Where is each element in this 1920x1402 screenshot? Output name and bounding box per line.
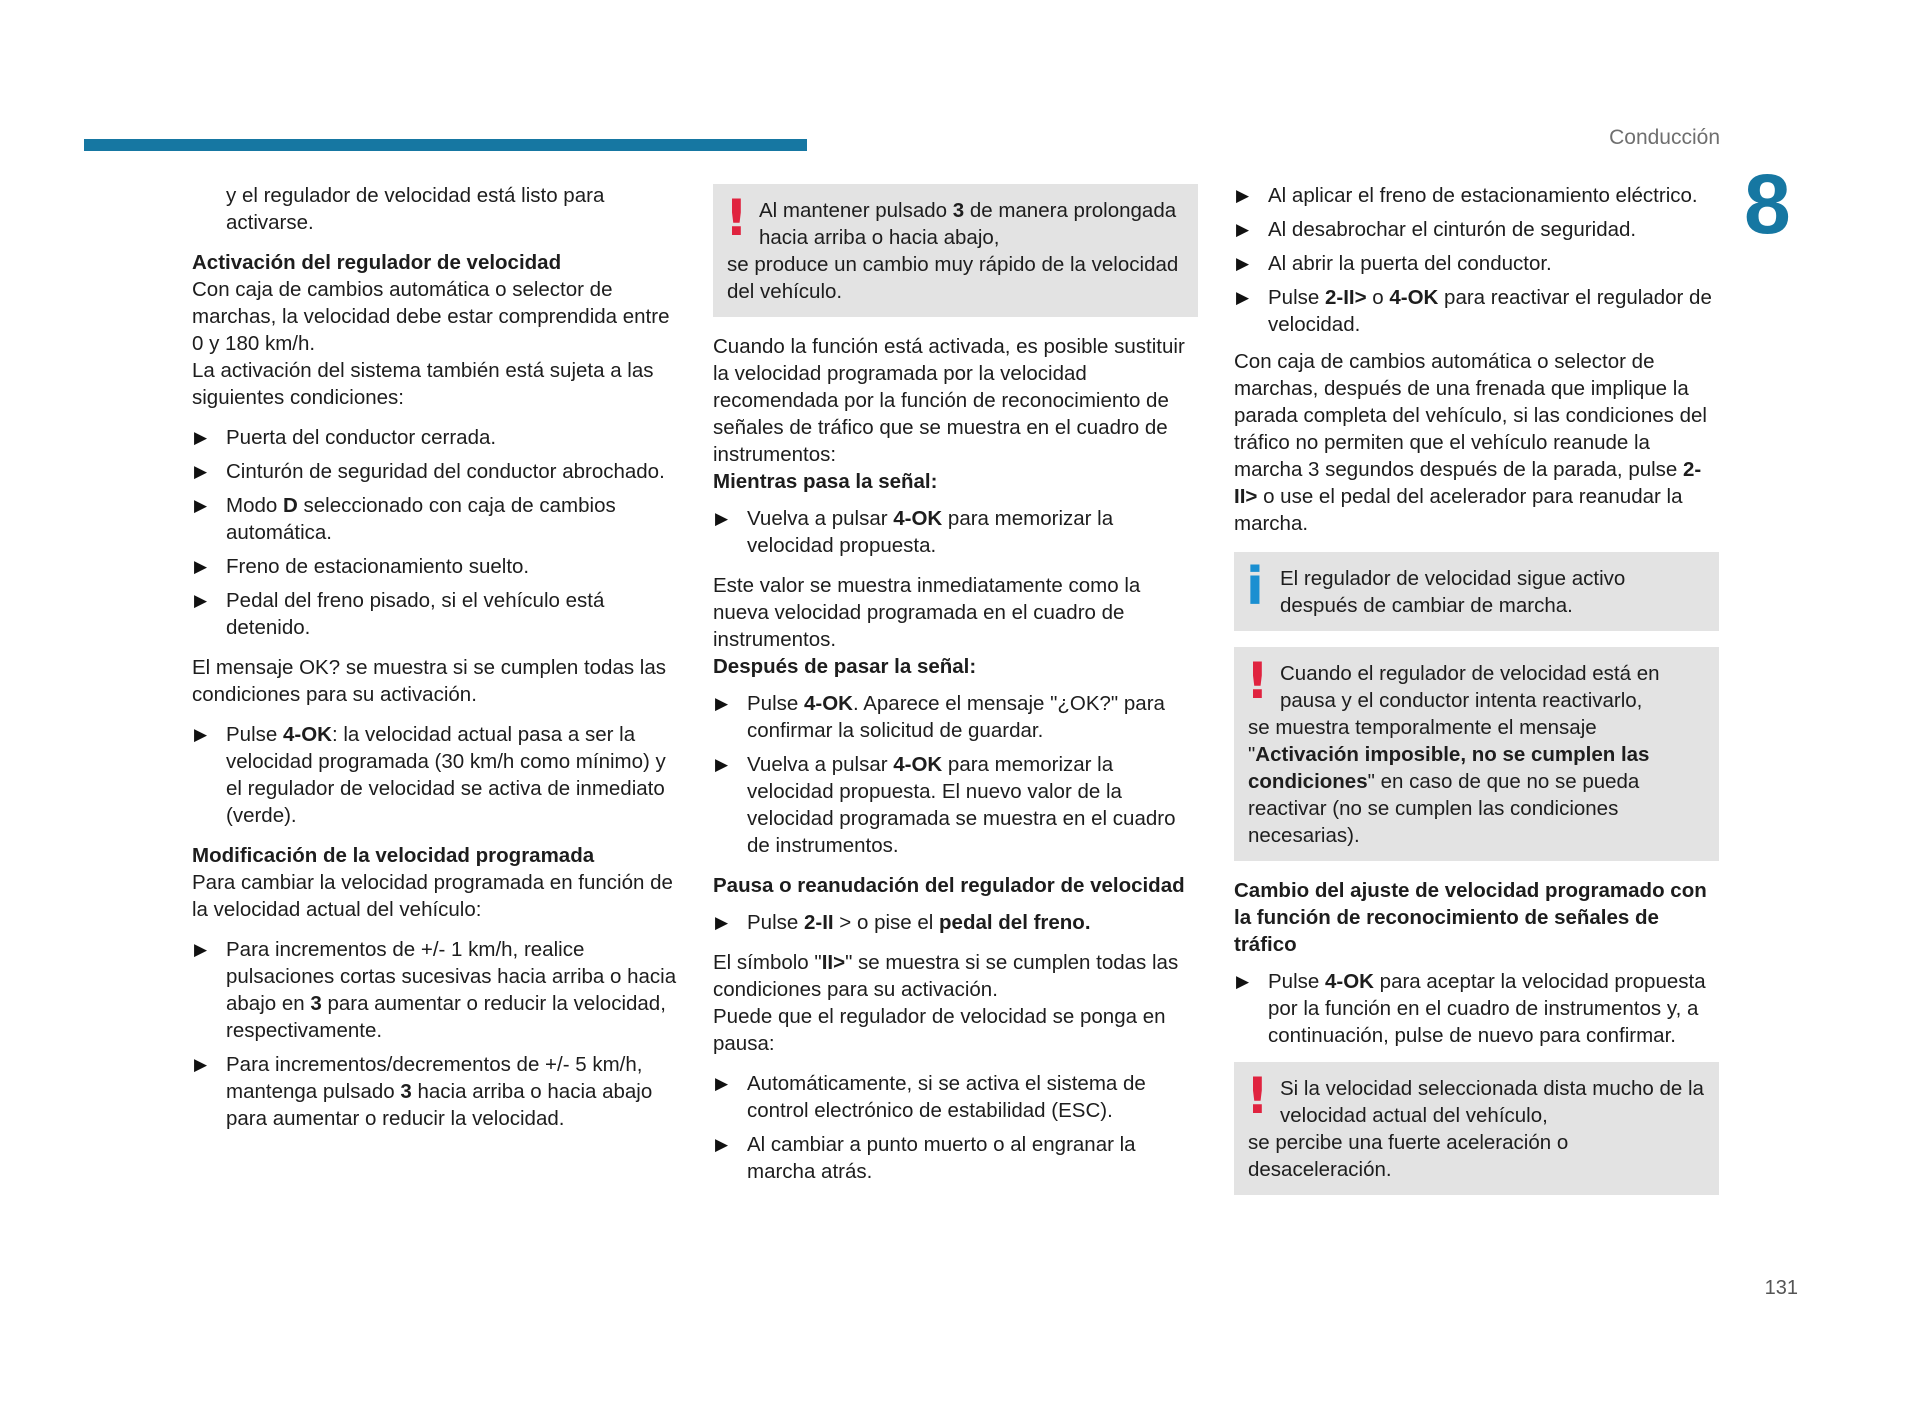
bullet-triangle-icon: ▶ bbox=[715, 694, 729, 713]
list-item: ▶ Para incrementos/decrementos de +/- 5 km/h, mantenga pulsado 3 hacia arriba o hacia abajo para aumentar o reducir la velocidad. bbox=[194, 1053, 653, 1130]
change-heading: Cambio del ajuste de velocidad programado con la función de reconocimiento de señales de tráfico bbox=[1234, 879, 1707, 956]
bullet-triangle-icon: ▶ bbox=[1236, 254, 1250, 273]
list-item: ▶ Al cambiar a punto muerto o al engranar la marcha atrás. bbox=[715, 1133, 1136, 1183]
automatic-gearbox-text: Con caja de cambios automática o selector de marchas, después de una frenada que implique la parada completa del vehículo, si las condiciones del tráfico no permiten que el vehículo reanude la marcha 3 segundos después de la parada, pulse 2-II> o use el pedal del acelerador para reanudar la marcha. bbox=[1234, 350, 1707, 535]
list-item: ▶ Puerta del conductor cerrada. bbox=[194, 426, 497, 449]
info-icon: i bbox=[1246, 557, 1264, 617]
list-item: ▶ Para incrementos de +/- 1 km/h, realice pulsaciones cortas sucesivas hacia arriba o hacia abajo en 3 para aumentar o reducir la velocidad, respectivamente. bbox=[194, 938, 677, 1042]
after-heading: Después de pasar la señal: bbox=[713, 655, 977, 678]
warning-note: ! Si la velocidad seleccionada dista mucho de la velocidad actual del vehículo, se percibe una fuerte aceleración o desaceleración. bbox=[1234, 1062, 1719, 1195]
list-item: ▶ Pulse 2-II > o pise el pedal del freno. bbox=[715, 911, 1091, 934]
bullet-triangle-icon: ▶ bbox=[194, 462, 208, 481]
header-accent-bar bbox=[84, 139, 807, 151]
column-left bbox=[192, 182, 677, 1145]
list-item: ▶ Vuelva a pulsar 4-OK para memorizar la velocidad propuesta. bbox=[715, 507, 1114, 557]
pause-heading: Pausa o reanudación del regulador de velocidad bbox=[713, 874, 1185, 897]
list-item: ▶ Pulse 2-II> o 4-OK para reactivar el regulador de velocidad. bbox=[1236, 286, 1712, 336]
list-item: ▶ Al desabrochar el cinturón de seguridad. bbox=[1236, 218, 1637, 241]
pause-conditions-list bbox=[1234, 182, 1719, 338]
activation-heading: Activación del regulador de velocidad bbox=[192, 251, 562, 274]
warning-icon: ! bbox=[1246, 652, 1269, 710]
list-item: ▶ Al abrir la puerta del conductor. bbox=[1236, 252, 1552, 275]
list-item: ▶ Pedal del freno pisado, si el vehículo está detenido. bbox=[194, 589, 605, 639]
list-item: ▶ Automáticamente, si se activa el sistema de control electrónico de estabilidad (ESC). bbox=[715, 1072, 1146, 1122]
list-item: ▶ Freno de estacionamiento suelto. bbox=[194, 555, 530, 578]
ok-message-text: El mensaje OK? se muestra si se cumplen todas las condiciones para su activación. bbox=[192, 656, 666, 706]
bullet-triangle-icon: ▶ bbox=[715, 913, 729, 932]
activation-conditions-text: La activación del sistema también está sujeta a las siguientes condiciones: bbox=[192, 359, 654, 409]
chapter-number: 8 bbox=[1744, 157, 1791, 251]
bullet-triangle-icon: ▶ bbox=[715, 509, 729, 528]
list-item: ▶ Pulse 4-OK. Aparece el mensaje "¿OK?" para confirmar la solicitud de guardar. bbox=[715, 692, 1165, 742]
warning-note: ! Cuando el regulador de velocidad está en pausa y el conductor intenta reactivarlo, se muestra temporalmente el mensaje "Activación imposible, no se cumplen las condiciones" en caso de que no se pueda reactivar (no se cumplen las condiciones necesarias). bbox=[1234, 647, 1719, 861]
change-list bbox=[1234, 968, 1719, 1049]
while-heading: Mientras pasa la señal: bbox=[713, 470, 938, 493]
modification-list bbox=[192, 936, 677, 1132]
value-text: Este valor se muestra inmediatamente como la nueva velocidad programada en el cuadro de instrumentos. bbox=[713, 574, 1141, 651]
modification-heading: Modificación de la velocidad programada bbox=[192, 844, 595, 867]
activation-text: Con caja de cambios automática o selector de marchas, la velocidad debe estar comprendida entre 0 y 180 km/h. bbox=[192, 278, 670, 355]
warning-note: ! Al mantener pulsado 3 de manera prolongada hacia arriba o hacia abajo, se produce un cambio muy rápido de la velocidad del vehículo. bbox=[713, 184, 1198, 317]
list-item: ▶ Al aplicar el freno de estacionamiento eléctrico. bbox=[1236, 184, 1698, 207]
bullet-triangle-icon: ▶ bbox=[194, 1055, 208, 1074]
bullet-triangle-icon: ▶ bbox=[194, 428, 208, 447]
info-note: i El regulador de velocidad sigue activo después de cambiar de marcha. bbox=[1234, 552, 1719, 631]
bullet-triangle-icon: ▶ bbox=[715, 755, 729, 774]
conditions-list bbox=[192, 424, 677, 641]
bullet-triangle-icon: ▶ bbox=[194, 557, 208, 576]
bullet-triangle-icon: ▶ bbox=[1236, 972, 1250, 991]
list-item: ▶ Vuelva a pulsar 4-OK para memorizar la velocidad propuesta. El nuevo valor de la velocidad programada se muestra en el cuadro de instrumentos. bbox=[715, 753, 1176, 857]
list-item: ▶ Modo D seleccionado con caja de cambios automática. bbox=[194, 494, 616, 544]
bullet-triangle-icon: ▶ bbox=[715, 1074, 729, 1093]
press-list bbox=[192, 721, 677, 829]
bullet-triangle-icon: ▶ bbox=[194, 725, 208, 744]
bullet-triangle-icon: ▶ bbox=[194, 496, 208, 515]
page-number: 131 bbox=[1764, 1277, 1798, 1299]
warning-icon: ! bbox=[725, 189, 748, 247]
list-item: ▶ Cinturón de seguridad del conductor abrochado. bbox=[194, 460, 665, 483]
bullet-triangle-icon: ▶ bbox=[1236, 288, 1250, 307]
list-item: ▶ Pulse 4-OK para aceptar la velocidad propuesta por la función en el cuadro de instrumentos y, a continuación, pulse de nuevo para confirmar. bbox=[1236, 970, 1706, 1047]
auto-pause-list bbox=[713, 1070, 1198, 1185]
column-middle bbox=[713, 184, 1198, 1198]
intro-text: y el regulador de velocidad está listo para activarse. bbox=[226, 184, 605, 234]
after-list bbox=[713, 690, 1198, 859]
column-right bbox=[1234, 182, 1719, 1211]
maybe-paused-text: Puede que el regulador de velocidad se ponga en pausa: bbox=[713, 1005, 1166, 1055]
list-item: ▶ Pulse 4-OK: la velocidad actual pasa a ser la velocidad programada (30 km/h como mínimo) y el regulador de velocidad se activa de inmediato (verde). bbox=[194, 723, 666, 827]
warning-icon: ! bbox=[1246, 1067, 1269, 1125]
bullet-triangle-icon: ▶ bbox=[194, 591, 208, 610]
bullet-triangle-icon: ▶ bbox=[715, 1135, 729, 1154]
symbol-text: El símbolo "II>" se muestra si se cumplen todas las condiciones para su activación. bbox=[713, 951, 1179, 1001]
sign-text: Cuando la función está activada, es posible sustituir la velocidad programada por la velocidad recomendada por la función de reconocimiento de señales de tráfico que se muestra en el cuadro de instrumentos: bbox=[713, 335, 1185, 466]
section-title: Conducción bbox=[1609, 126, 1720, 149]
bullet-triangle-icon: ▶ bbox=[1236, 220, 1250, 239]
modification-text: Para cambiar la velocidad programada en función de la velocidad actual del vehículo: bbox=[192, 871, 673, 921]
bullet-triangle-icon: ▶ bbox=[1236, 186, 1250, 205]
bullet-triangle-icon: ▶ bbox=[194, 940, 208, 959]
while-list bbox=[713, 505, 1198, 559]
pause-list bbox=[713, 909, 1198, 936]
